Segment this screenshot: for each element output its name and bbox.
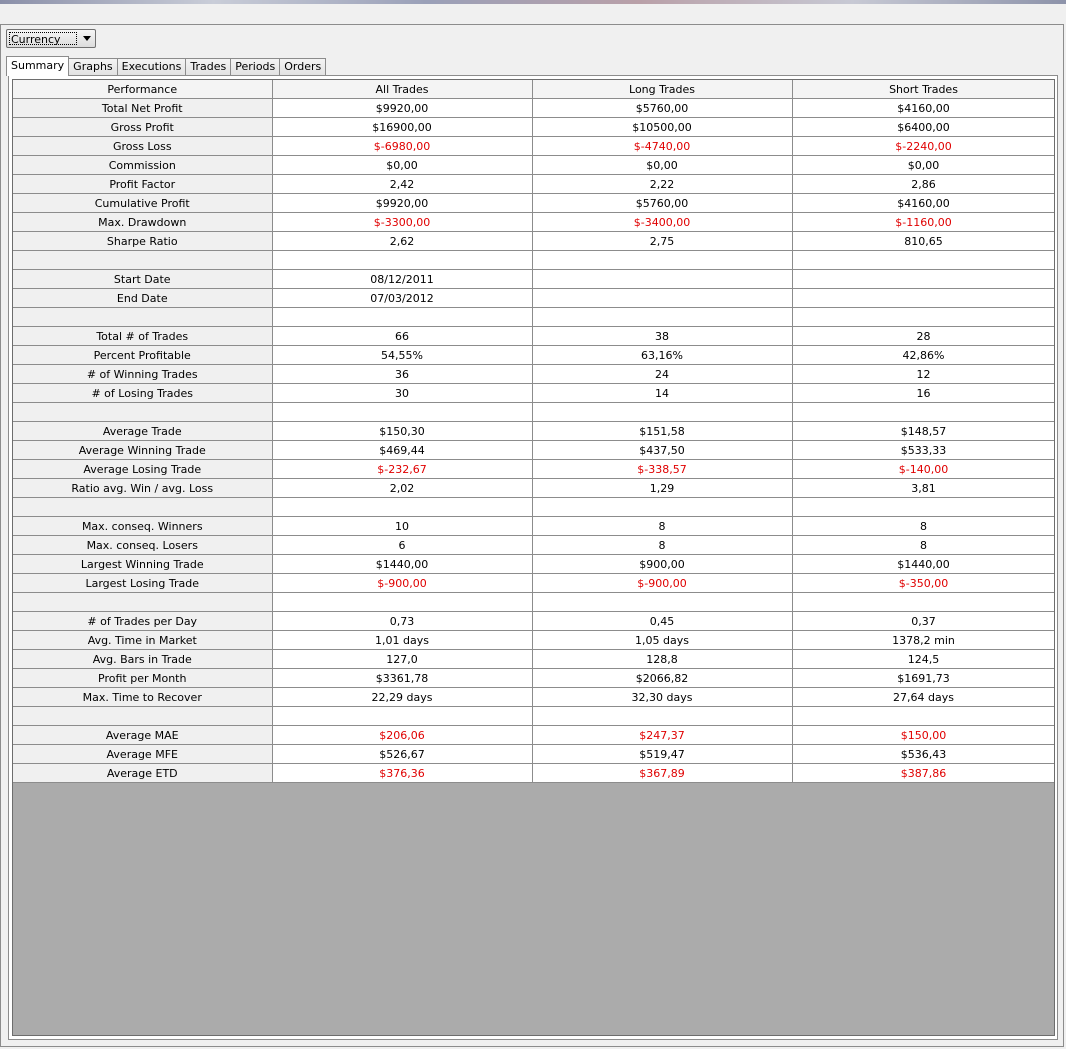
cell-all-trades: 36: [272, 365, 532, 384]
title-bar-strip: [0, 0, 1066, 4]
cell-long-trades: $519,47: [532, 745, 792, 764]
cell-all-trades: $16900,00: [272, 118, 532, 137]
cell-short-trades: $-140,00: [792, 460, 1055, 479]
table-row[interactable]: [13, 251, 1055, 270]
cell-long-trades: $10500,00: [532, 118, 792, 137]
cell-long-trades: [532, 707, 792, 726]
cell-short-trades: 3,81: [792, 479, 1055, 498]
tab-graphs[interactable]: Graphs: [68, 58, 117, 75]
cell-short-trades: $387,86: [792, 764, 1055, 783]
cell-short-trades: [792, 707, 1055, 726]
table-row[interactable]: [13, 232, 1055, 251]
column-header-short-trades[interactable]: Short Trades: [792, 80, 1055, 99]
cell-long-trades: 0,45: [532, 612, 792, 631]
cell-long-trades: [532, 251, 792, 270]
row-label: Max. conseq. Losers: [13, 536, 272, 555]
table-row[interactable]: [13, 137, 1055, 156]
row-label: Profit Factor: [13, 175, 272, 194]
cell-all-trades: $3361,78: [272, 669, 532, 688]
row-label: Average Trade: [13, 422, 272, 441]
cell-all-trades: [272, 498, 532, 517]
cell-short-trades: $533,33: [792, 441, 1055, 460]
cell-long-trades: $247,37: [532, 726, 792, 745]
table-row[interactable]: [13, 517, 1055, 536]
cell-long-trades: 1,29: [532, 479, 792, 498]
cell-all-trades: 2,62: [272, 232, 532, 251]
cell-all-trades: [272, 403, 532, 422]
row-label: [13, 707, 272, 726]
cell-long-trades: 24: [532, 365, 792, 384]
row-label: Largest Losing Trade: [13, 574, 272, 593]
row-label: Average MFE: [13, 745, 272, 764]
table-row[interactable]: [13, 479, 1055, 498]
cell-long-trades: [532, 270, 792, 289]
cell-long-trades: 8: [532, 536, 792, 555]
cell-long-trades: 1,05 days: [532, 631, 792, 650]
cell-all-trades: $9920,00: [272, 99, 532, 118]
row-label: # of Trades per Day: [13, 612, 272, 631]
column-header-performance[interactable]: Performance: [13, 80, 272, 99]
row-label: Average MAE: [13, 726, 272, 745]
cell-all-trades: $-3300,00: [272, 213, 532, 232]
row-label: Cumulative Profit: [13, 194, 272, 213]
cell-short-trades: [792, 270, 1055, 289]
cell-long-trades: $-900,00: [532, 574, 792, 593]
row-label: # of Losing Trades: [13, 384, 272, 403]
table-row[interactable]: [13, 118, 1055, 137]
cell-long-trades: [532, 403, 792, 422]
row-label: Gross Profit: [13, 118, 272, 137]
cell-all-trades: $1440,00: [272, 555, 532, 574]
cell-all-trades: $0,00: [272, 156, 532, 175]
cell-all-trades: 54,55%: [272, 346, 532, 365]
table-row[interactable]: [13, 270, 1055, 289]
cell-long-trades: 14: [532, 384, 792, 403]
row-label: Commission: [13, 156, 272, 175]
row-label: Avg. Time in Market: [13, 631, 272, 650]
cell-all-trades: [272, 308, 532, 327]
table-row[interactable]: [13, 175, 1055, 194]
cell-all-trades: $-6980,00: [272, 137, 532, 156]
tab-periods[interactable]: Periods: [230, 58, 280, 75]
row-label: Ratio avg. Win / avg. Loss: [13, 479, 272, 498]
cell-all-trades: $206,06: [272, 726, 532, 745]
row-label: Avg. Bars in Trade: [13, 650, 272, 669]
cell-short-trades: 2,86: [792, 175, 1055, 194]
row-label: Average ETD: [13, 764, 272, 783]
row-label: Max. conseq. Winners: [13, 517, 272, 536]
cell-long-trades: $151,58: [532, 422, 792, 441]
row-label: [13, 593, 272, 612]
tab-orders[interactable]: Orders: [279, 58, 326, 75]
cell-all-trades: $-900,00: [272, 574, 532, 593]
table-row[interactable]: [13, 574, 1055, 593]
cell-long-trades: $5760,00: [532, 99, 792, 118]
cell-all-trades: $526,67: [272, 745, 532, 764]
summary-grid[interactable]: [12, 79, 1055, 1036]
table-row[interactable]: [13, 650, 1055, 669]
tab-executions[interactable]: Executions: [117, 58, 187, 75]
table-row[interactable]: [13, 593, 1055, 612]
table-row[interactable]: [13, 403, 1055, 422]
table-row[interactable]: [13, 289, 1055, 308]
cell-all-trades: 2,42: [272, 175, 532, 194]
cell-all-trades: 2,02: [272, 479, 532, 498]
row-label: Total Net Profit: [13, 99, 272, 118]
table-row[interactable]: [13, 688, 1055, 707]
table-row[interactable]: [13, 346, 1055, 365]
cell-short-trades: [792, 289, 1055, 308]
tab-trades[interactable]: Trades: [185, 58, 231, 75]
cell-short-trades: 8: [792, 517, 1055, 536]
cell-short-trades: 8: [792, 536, 1055, 555]
cell-short-trades: $1440,00: [792, 555, 1055, 574]
cell-short-trades: [792, 498, 1055, 517]
cell-all-trades: 22,29 days: [272, 688, 532, 707]
row-label: Average Winning Trade: [13, 441, 272, 460]
table-row[interactable]: [13, 707, 1055, 726]
cell-long-trades: $367,89: [532, 764, 792, 783]
dropdown-value: Currency: [9, 32, 77, 45]
table-row[interactable]: [13, 555, 1055, 574]
cell-long-trades: $900,00: [532, 555, 792, 574]
table-row[interactable]: [13, 384, 1055, 403]
cell-all-trades: $376,36: [272, 764, 532, 783]
row-label: Gross Loss: [13, 137, 272, 156]
cell-short-trades: $4160,00: [792, 194, 1055, 213]
row-label: Percent Profitable: [13, 346, 272, 365]
cell-all-trades: 30: [272, 384, 532, 403]
cell-all-trades: 1,01 days: [272, 631, 532, 650]
cell-long-trades: 128,8: [532, 650, 792, 669]
cell-long-trades: [532, 308, 792, 327]
table-row[interactable]: [13, 156, 1055, 175]
table-row[interactable]: [13, 365, 1055, 384]
header-row: [13, 80, 1055, 99]
cell-all-trades: [272, 251, 532, 270]
cell-short-trades: [792, 308, 1055, 327]
cell-short-trades: $-1160,00: [792, 213, 1055, 232]
row-label: Largest Winning Trade: [13, 555, 272, 574]
cell-short-trades: [792, 251, 1055, 270]
cell-long-trades: $-3400,00: [532, 213, 792, 232]
cell-short-trades: $4160,00: [792, 99, 1055, 118]
row-label: [13, 308, 272, 327]
cell-short-trades: 28: [792, 327, 1055, 346]
cell-long-trades: 8: [532, 517, 792, 536]
table-row[interactable]: [13, 726, 1055, 745]
table-row[interactable]: [13, 498, 1055, 517]
cell-all-trades: 66: [272, 327, 532, 346]
table-row[interactable]: [13, 460, 1055, 479]
cell-short-trades: $-2240,00: [792, 137, 1055, 156]
summary-panel: [8, 75, 1058, 1040]
cell-all-trades: $150,30: [272, 422, 532, 441]
cell-all-trades: $469,44: [272, 441, 532, 460]
table-body: [13, 99, 1055, 783]
cell-all-trades: $9920,00: [272, 194, 532, 213]
cell-short-trades: 1378,2 min: [792, 631, 1055, 650]
cell-long-trades: [532, 498, 792, 517]
table-row[interactable]: [13, 631, 1055, 650]
cell-short-trades: $-350,00: [792, 574, 1055, 593]
cell-all-trades: 07/03/2012: [272, 289, 532, 308]
tab-strip: [6, 56, 325, 75]
cell-long-trades: $0,00: [532, 156, 792, 175]
table-row[interactable]: [13, 669, 1055, 688]
cell-long-trades: $-338,57: [532, 460, 792, 479]
cell-long-trades: $5760,00: [532, 194, 792, 213]
cell-all-trades: 0,73: [272, 612, 532, 631]
table-row[interactable]: [13, 612, 1055, 631]
table-row[interactable]: [13, 327, 1055, 346]
table-row[interactable]: [13, 99, 1055, 118]
row-label: [13, 498, 272, 517]
table-row[interactable]: [13, 213, 1055, 232]
cell-long-trades: 32,30 days: [532, 688, 792, 707]
cell-long-trades: [532, 593, 792, 612]
cell-all-trades: 08/12/2011: [272, 270, 532, 289]
cell-long-trades: $437,50: [532, 441, 792, 460]
cell-long-trades: 2,22: [532, 175, 792, 194]
cell-all-trades: 127,0: [272, 650, 532, 669]
row-label: Start Date: [13, 270, 272, 289]
performance-window: [0, 24, 1064, 1047]
cell-all-trades: $-232,67: [272, 460, 532, 479]
cell-short-trades: $150,00: [792, 726, 1055, 745]
column-header-long-trades[interactable]: Long Trades: [532, 80, 792, 99]
table-row[interactable]: [13, 194, 1055, 213]
chevron-down-icon[interactable]: [83, 36, 91, 41]
cell-short-trades: [792, 403, 1055, 422]
row-label: [13, 403, 272, 422]
cell-short-trades: $0,00: [792, 156, 1055, 175]
row-label: Average Losing Trade: [13, 460, 272, 479]
table-row[interactable]: [13, 422, 1055, 441]
cell-all-trades: 6: [272, 536, 532, 555]
table-row[interactable]: [13, 745, 1055, 764]
summary-table: [13, 80, 1055, 783]
row-label: [13, 251, 272, 270]
row-label: Max. Drawdown: [13, 213, 272, 232]
row-label: Sharpe Ratio: [13, 232, 272, 251]
cell-all-trades: [272, 707, 532, 726]
cell-long-trades: 63,16%: [532, 346, 792, 365]
cell-all-trades: [272, 593, 532, 612]
table-row[interactable]: [13, 764, 1055, 783]
cell-all-trades: 10: [272, 517, 532, 536]
cell-short-trades: $6400,00: [792, 118, 1055, 137]
cell-short-trades: $148,57: [792, 422, 1055, 441]
row-label: Max. Time to Recover: [13, 688, 272, 707]
table-row[interactable]: [13, 536, 1055, 555]
display-unit-dropdown[interactable]: [6, 29, 96, 48]
table-row[interactable]: [13, 441, 1055, 460]
cell-short-trades: 0,37: [792, 612, 1055, 631]
cell-short-trades: 42,86%: [792, 346, 1055, 365]
row-label: Total # of Trades: [13, 327, 272, 346]
cell-short-trades: 124,5: [792, 650, 1055, 669]
cell-long-trades: $2066,82: [532, 669, 792, 688]
cell-short-trades: 12: [792, 365, 1055, 384]
cell-short-trades: 27,64 days: [792, 688, 1055, 707]
cell-short-trades: 16: [792, 384, 1055, 403]
cell-short-trades: $536,43: [792, 745, 1055, 764]
cell-short-trades: $1691,73: [792, 669, 1055, 688]
cell-long-trades: 2,75: [532, 232, 792, 251]
column-header-all-trades[interactable]: All Trades: [272, 80, 532, 99]
row-label: Profit per Month: [13, 669, 272, 688]
cell-short-trades: 810,65: [792, 232, 1055, 251]
table-row[interactable]: [13, 308, 1055, 327]
row-label: End Date: [13, 289, 272, 308]
cell-long-trades: 38: [532, 327, 792, 346]
cell-long-trades: $-4740,00: [532, 137, 792, 156]
tab-summary[interactable]: Summary: [6, 56, 69, 76]
cell-long-trades: [532, 289, 792, 308]
cell-short-trades: [792, 593, 1055, 612]
row-label: # of Winning Trades: [13, 365, 272, 384]
